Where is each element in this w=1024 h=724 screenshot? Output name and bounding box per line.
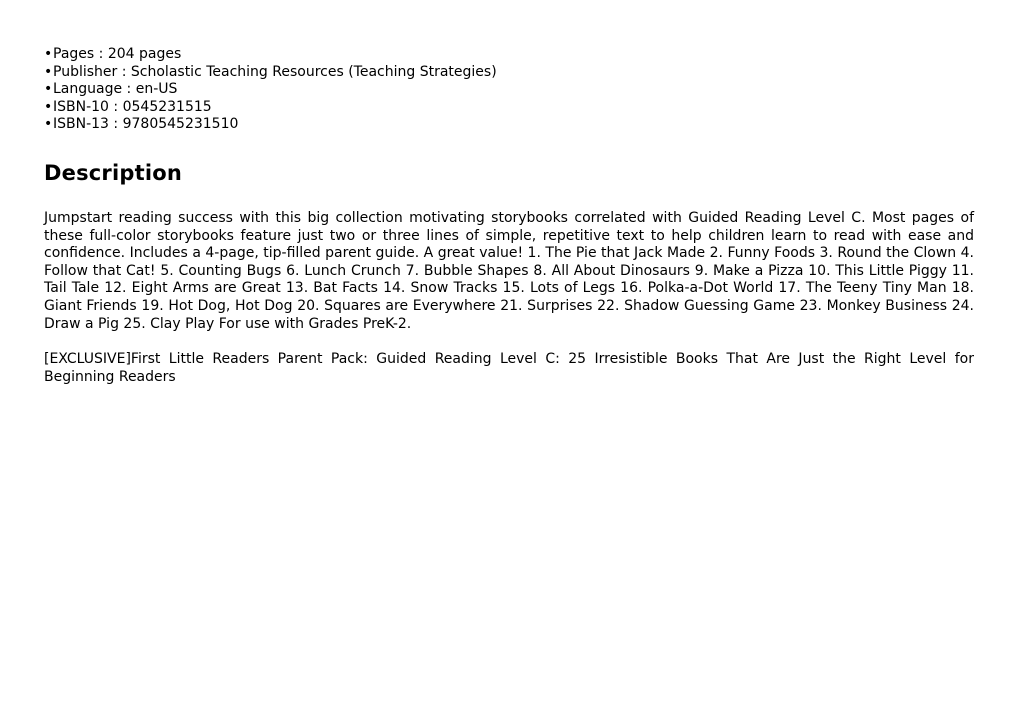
detail-label: Language (53, 81, 123, 98)
detail-label: Pages (53, 46, 95, 62)
bullet-icon: • (44, 81, 53, 98)
book-details-list (44, 46, 974, 134)
detail-isbn-13 (44, 116, 974, 134)
bullet-icon: • (44, 116, 53, 133)
exclusive-title-paragraph: [EXCLUSIVE]First Little Readers Parent Pack: Guided Reading Level C: 25 Irresistible Books That Are Just the Right Level for Beginning Readers (44, 351, 974, 385)
detail-value: en-US (135, 81, 178, 98)
description-heading: Description (44, 161, 183, 185)
description-paragraph: Jumpstart reading success with this big collection motivating storybooks correlated with Guided Reading Level C. Most pages of these full-color storybooks feature just two or three lines of simple, repetitive text to help children learn to read with ease and confidence. Includes a 4-page, tip-filled parent guide. A great value! 1. The Pie that Jack Made 2. Funny Foods 3. Round the Clown 4. Follow that Cat! 5. Counting Bugs 6. Lunch Crunch 7. Bubble Shapes 8. All About Dinosaurs 9. Make a Pizza 10. This Little Piggy 11. Tail Tale 12. Eight Arms are Great 13. Bat Facts 14. Snow Tracks 15. Lots of Legs 16. Polka-a-Dot World 17. The Teeny Tiny Man 18. Giant Friends 19. Hot Dog, Hot Dog 20. Squares are Everywhere 21. Surprises 22. Shadow Guessing Game 23. Monkey Business 24. Draw a Pig 25. Clay Play For use with Grades PreK-2. (44, 210, 974, 332)
detail-separator: : (117, 63, 131, 80)
bullet-icon: • (44, 46, 53, 62)
bullet-icon: • (44, 63, 53, 80)
detail-label: ISBN-13 (53, 116, 109, 133)
detail-separator: : (94, 46, 108, 62)
detail-publisher (44, 64, 974, 82)
bullet-icon: • (44, 98, 53, 115)
detail-separator: : (108, 98, 123, 115)
detail-separator: : (108, 116, 123, 133)
detail-value: 9780545231510 (122, 116, 239, 133)
detail-value: 204 pages (107, 46, 182, 62)
detail-isbn-10 (44, 99, 974, 117)
detail-value: Scholastic Teaching Resources (Teaching Strategies) (130, 63, 497, 80)
detail-value: 0545231515 (122, 98, 212, 115)
detail-label: Publisher (53, 63, 118, 80)
detail-pages (44, 46, 974, 64)
detail-separator: : (122, 81, 136, 98)
detail-language (44, 81, 974, 99)
detail-label: ISBN-10 (53, 98, 109, 115)
document-page (44, 46, 974, 385)
